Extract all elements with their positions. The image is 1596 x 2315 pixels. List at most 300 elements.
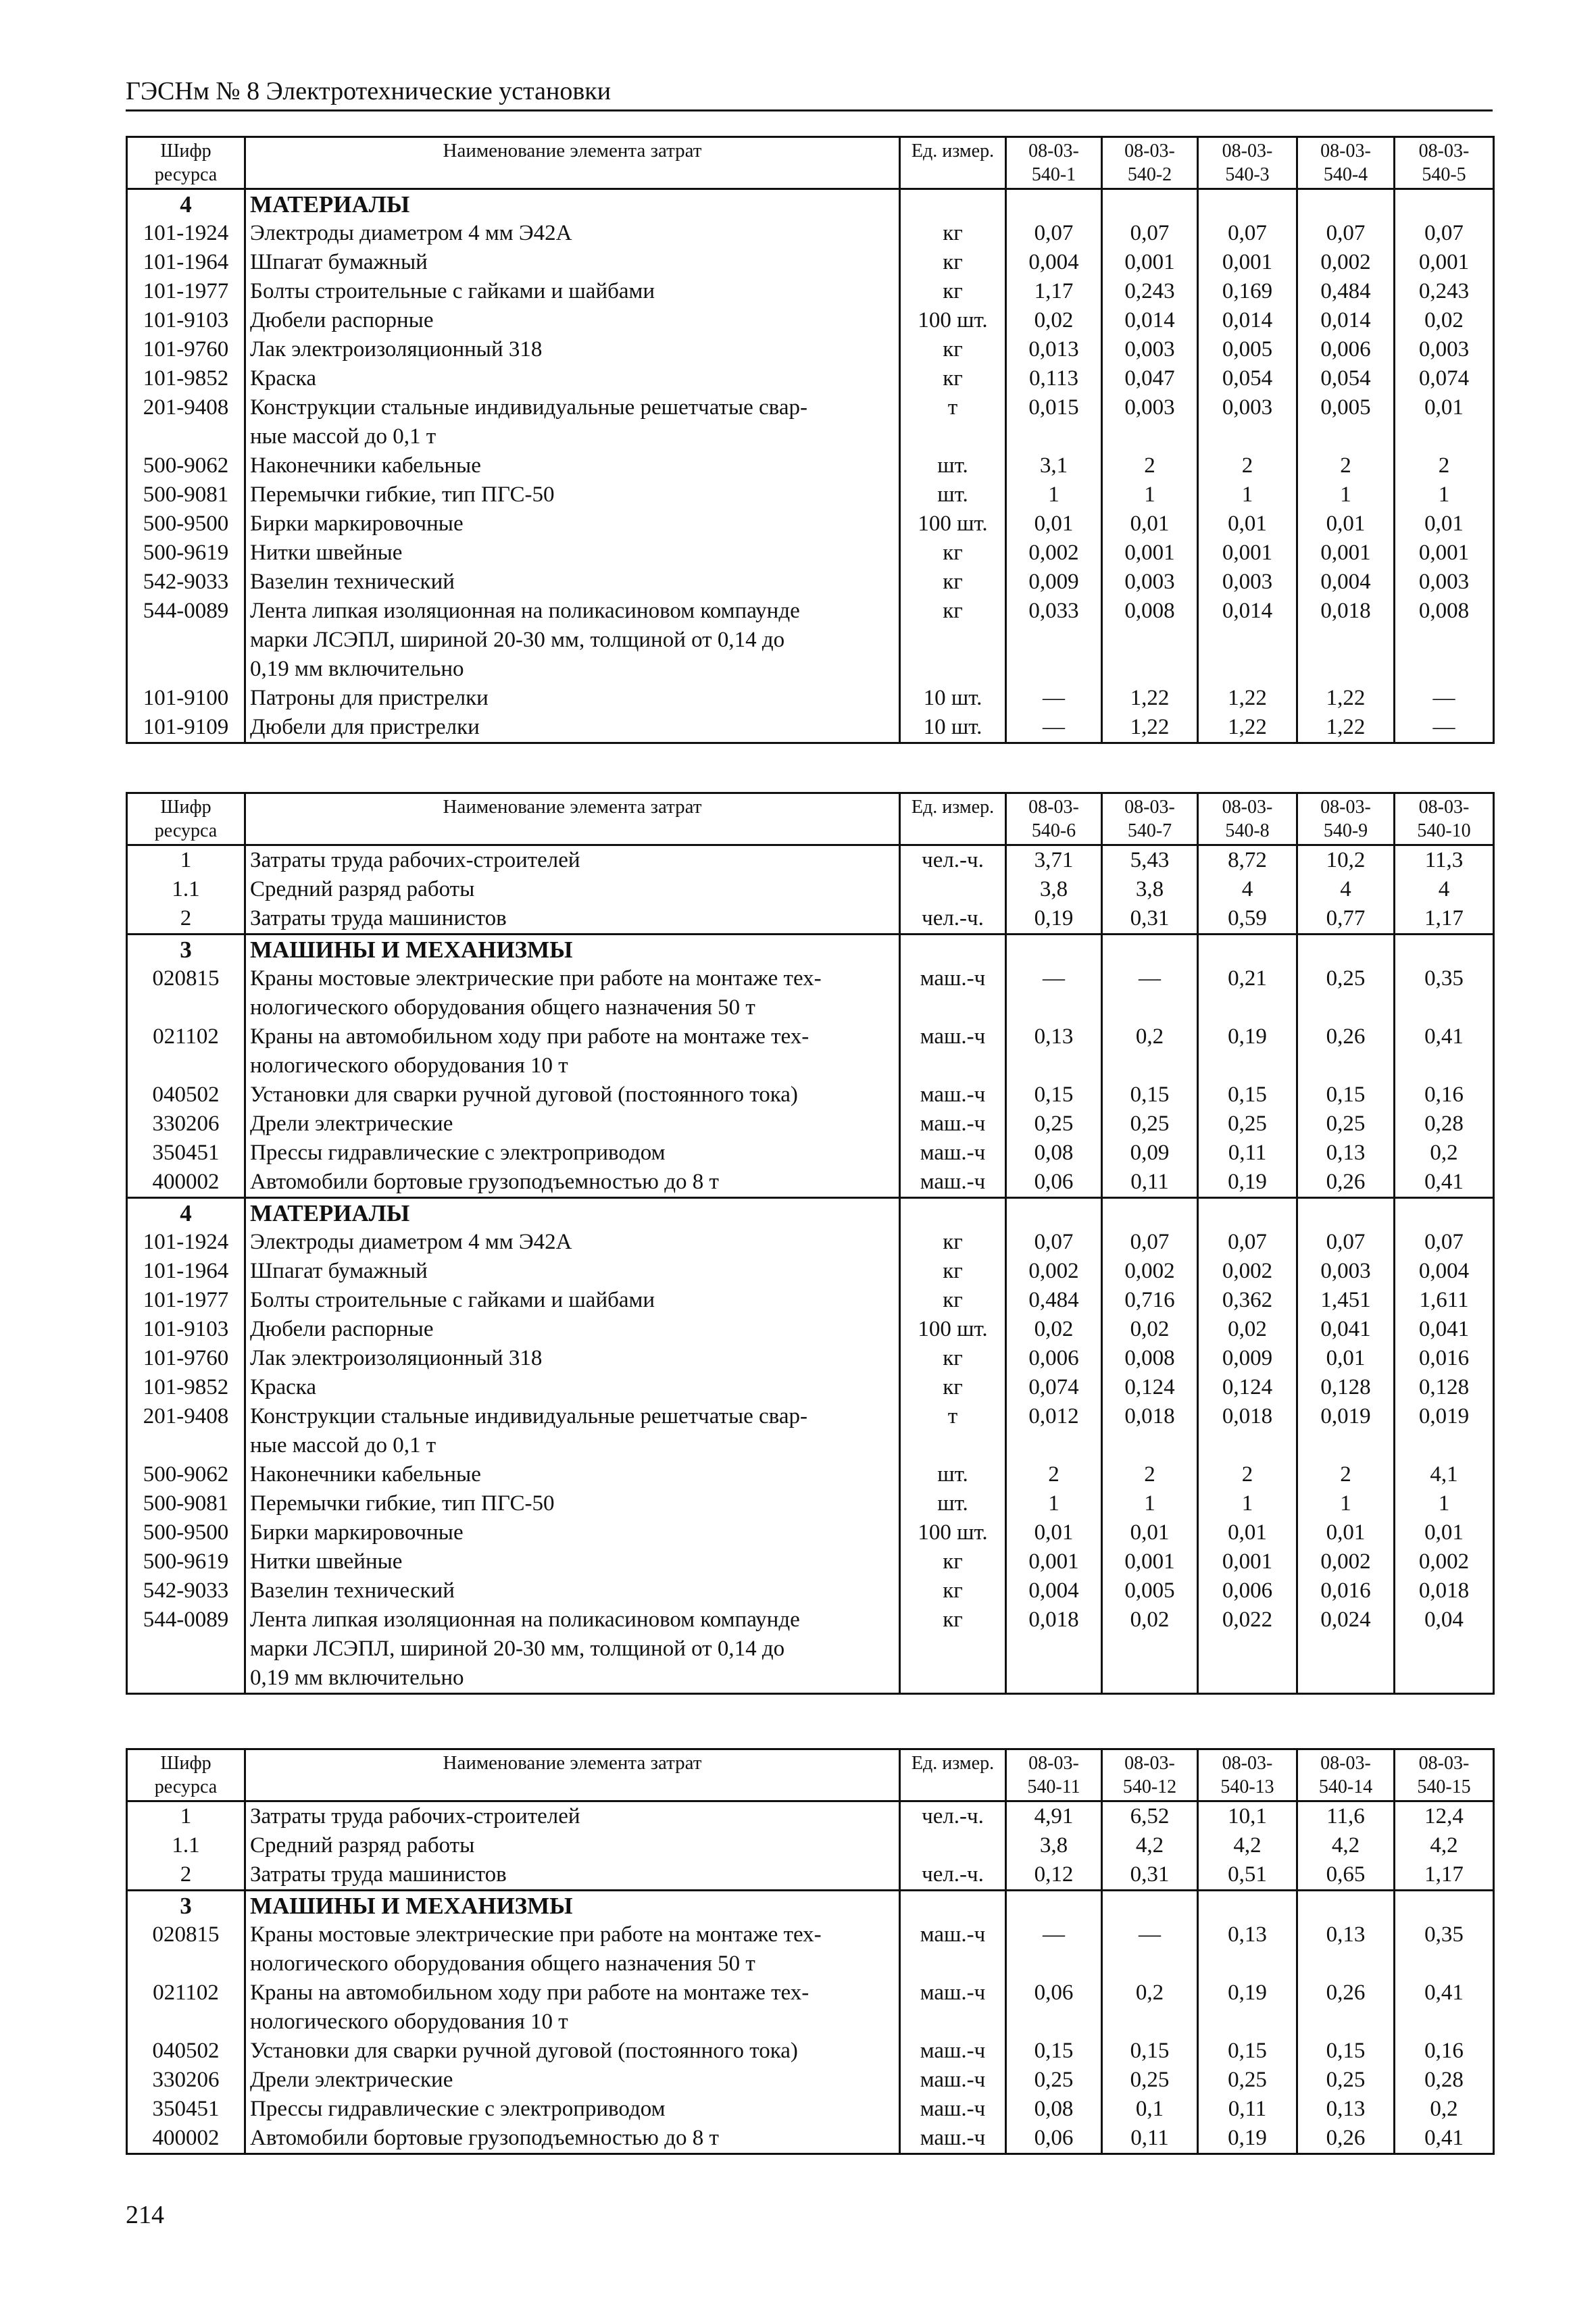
table-row (127, 1547, 1494, 1576)
norm-value: 4 (1395, 875, 1494, 904)
header-norm-code: 08-03- 540-10 (1395, 793, 1494, 845)
resource-code: 101-1964 (127, 248, 245, 277)
norm-value: 0,26 (1297, 1978, 1395, 2037)
resource-code: 101-9103 (127, 1315, 245, 1344)
norm-value: 0,128 (1297, 1373, 1395, 1402)
norm-value: 8,72 (1198, 845, 1297, 876)
norm-value: 0,15 (1102, 2037, 1198, 2066)
table-row (127, 1402, 1494, 1460)
cost-element-name: Лента липкая изоляционная на поликасиновом компаунде марки ЛСЭПЛ, шириной 20-30 мм, толщиной от 0,14 до 0,19 мм включительно (245, 597, 900, 684)
norm-value (1102, 189, 1198, 220)
norm-value: 0,018 (1102, 1402, 1198, 1460)
header-code: Шифр ресурса (127, 137, 245, 189)
cost-element-name: Краны на автомобильном ходу при работе на монтаже тех- нологического оборудования 10 т (245, 1022, 900, 1080)
norm-value: 0,19 (1198, 1168, 1297, 1198)
resource-code: 542-9033 (127, 1576, 245, 1605)
table-header-row (127, 137, 1494, 189)
resource-code: 544-0089 (127, 597, 245, 684)
table-row (127, 1228, 1494, 1257)
norm-value: 0,06 (1006, 1978, 1102, 2037)
norm-value: 0,003 (1102, 568, 1198, 597)
norm-value: 0,04 (1395, 1605, 1494, 1694)
norm-value: 0,013 (1006, 335, 1102, 364)
unit-of-measure: кг (900, 568, 1006, 597)
table-row (127, 2124, 1494, 2154)
norm-value: 0,19 (1198, 1978, 1297, 2037)
norm-value: 2 (1297, 451, 1395, 480)
unit-of-measure: т (900, 393, 1006, 451)
cost-element-name: Дюбели распорные (245, 1315, 900, 1344)
norm-value: 0,716 (1102, 1286, 1198, 1315)
resource-code: 500-9081 (127, 1489, 245, 1518)
unit-of-measure: 100 шт. (900, 1315, 1006, 1344)
norm-value: 0,014 (1102, 306, 1198, 335)
norm-value: 1 (1006, 1489, 1102, 1518)
table-row (127, 480, 1494, 509)
unit-of-measure: маш.-ч (900, 1139, 1006, 1168)
unit-of-measure: 10 шт. (900, 684, 1006, 713)
resource-code: 201-9408 (127, 1402, 245, 1460)
norm-value: 0,002 (1198, 1257, 1297, 1286)
cost-element-name: Автомобили бортовые грузоподъемностью до 8 т (245, 1168, 900, 1198)
norm-value (1102, 935, 1198, 965)
norm-value: 0,019 (1297, 1402, 1395, 1460)
resource-code: 101-1924 (127, 219, 245, 248)
norm-value: 0,362 (1198, 1286, 1297, 1315)
resource-code: 040502 (127, 1080, 245, 1110)
norm-value: 3,8 (1102, 875, 1198, 904)
norm-value: 0,25 (1297, 2066, 1395, 2095)
norm-value: 6,52 (1102, 1801, 1198, 1832)
unit-of-measure: чел.-ч. (900, 1860, 1006, 1891)
resource-code: 101-9760 (127, 1344, 245, 1373)
norm-value: 0,08 (1006, 1139, 1102, 1168)
norm-value: 0,484 (1297, 277, 1395, 306)
cost-element-name: Установки для сварки ручной дуговой (постоянного тока) (245, 1080, 900, 1110)
norm-value: 11,6 (1297, 1801, 1395, 1832)
resource-code: 330206 (127, 2066, 245, 2095)
page-number: 214 (126, 2201, 164, 2229)
resource-code: 2 (127, 904, 245, 935)
norm-value: 0,41 (1395, 1022, 1494, 1080)
table-row (127, 1605, 1494, 1694)
norm-value: 0,01 (1198, 509, 1297, 539)
norm-value: 0,002 (1006, 1257, 1102, 1286)
table-row (127, 451, 1494, 480)
norm-value: 0,02 (1102, 1605, 1198, 1694)
norm-value: 0,015 (1006, 393, 1102, 451)
norm-value: 0,001 (1006, 1547, 1102, 1576)
table-row (127, 1831, 1494, 1860)
unit-of-measure: маш.-ч (900, 1978, 1006, 2037)
norm-value: 0,016 (1297, 1576, 1395, 1605)
table-row (127, 2037, 1494, 2066)
cost-element-name: Лак электроизоляционный 318 (245, 1344, 900, 1373)
norm-value: 0,024 (1297, 1605, 1395, 1694)
table-row (127, 1978, 1494, 2037)
cost-element-name: Дюбели распорные (245, 306, 900, 335)
norm-value (1006, 1198, 1102, 1228)
table-row (127, 2095, 1494, 2124)
table-row (127, 1022, 1494, 1080)
header-norm-code: 08-03- 540-14 (1297, 1749, 1395, 1801)
norm-value: 0,41 (1395, 1168, 1494, 1198)
norm-value: 0,124 (1198, 1373, 1297, 1402)
norm-value (1006, 189, 1102, 220)
cost-element-name: Краны мостовые электрические при работе на монтаже тех- нологического оборудования общего назначения 50 т (245, 964, 900, 1022)
unit-of-measure: кг (900, 1373, 1006, 1402)
norm-value: 0,13 (1297, 1920, 1395, 1978)
norm-value: 1 (1395, 1489, 1494, 1518)
resource-code: 021102 (127, 1978, 245, 2037)
norm-value: — (1102, 1920, 1198, 1978)
norm-value: 0,15 (1006, 1080, 1102, 1110)
norm-value: 0,28 (1395, 2066, 1494, 2095)
norm-value: 0,002 (1297, 1547, 1395, 1576)
norm-value: — (1006, 964, 1102, 1022)
norm-value: 0,002 (1006, 539, 1102, 568)
norm-value: 0,26 (1297, 2124, 1395, 2154)
norm-value: 0,19 (1198, 2124, 1297, 2154)
norm-value: 0,014 (1198, 597, 1297, 684)
resource-code: 2 (127, 1860, 245, 1891)
unit-of-measure (900, 875, 1006, 904)
norm-value: 0,01 (1102, 1518, 1198, 1547)
norm-value (1198, 189, 1297, 220)
norm-value: — (1006, 1920, 1102, 1978)
norm-value: 0,074 (1006, 1373, 1102, 1402)
norm-value: 0,65 (1297, 1860, 1395, 1891)
header-norm-code: 08-03- 540-6 (1006, 793, 1102, 845)
norm-value: 0,16 (1395, 1080, 1494, 1110)
norm-value: 4,2 (1395, 1831, 1494, 1860)
header-code: Шифр ресурса (127, 1749, 245, 1801)
norm-value: 0,005 (1198, 335, 1297, 364)
header-norm-code: 08-03- 540-9 (1297, 793, 1395, 845)
norm-value: 4 (1198, 875, 1297, 904)
norm-value: 1,451 (1297, 1286, 1395, 1315)
header-norm-code: 08-03- 540-11 (1006, 1749, 1102, 1801)
norm-value: 0,13 (1297, 1139, 1395, 1168)
cost-element-name: Лента липкая изоляционная на поликасиновом компаунде марки ЛСЭПЛ, шириной 20-30 мм, толщиной от 0,14 до 0,19 мм включительно (245, 1605, 900, 1694)
resource-code: 500-9619 (127, 539, 245, 568)
norm-value: 0,15 (1198, 2037, 1297, 2066)
norm-value: 0,004 (1006, 1576, 1102, 1605)
table-row (127, 248, 1494, 277)
norm-value: 10,1 (1198, 1801, 1297, 1832)
norm-value: 0,002 (1102, 1257, 1198, 1286)
header-norm-code: 08-03- 540-13 (1198, 1749, 1297, 1801)
table-row (127, 2066, 1494, 2095)
cost-element-name: Вазелин технический (245, 1576, 900, 1605)
norm-value: 2 (1006, 1460, 1102, 1489)
norm-value: 0,01 (1395, 509, 1494, 539)
norm-value: 0,001 (1198, 539, 1297, 568)
norm-value: 1 (1395, 480, 1494, 509)
table-row (127, 568, 1494, 597)
norm-value: 0,008 (1102, 597, 1198, 684)
norm-value: 0,169 (1198, 277, 1297, 306)
norm-value (1102, 1198, 1198, 1228)
norm-value: 0,06 (1006, 1168, 1102, 1198)
table-row (127, 845, 1494, 876)
norm-value (1395, 1198, 1494, 1228)
norm-value: 1,22 (1198, 713, 1297, 743)
norm-value: 1,17 (1395, 1860, 1494, 1891)
cost-element-name: Краны на автомобильном ходу при работе на монтаже тех- нологического оборудования 10 т (245, 1978, 900, 2037)
norm-value: 4,2 (1102, 1831, 1198, 1860)
norm-value: — (1395, 713, 1494, 743)
header-norm-code: 08-03- 540-15 (1395, 1749, 1494, 1801)
norm-value: 0,003 (1102, 393, 1198, 451)
norm-value: 0,02 (1395, 306, 1494, 335)
norm-value: 0,033 (1006, 597, 1102, 684)
unit-of-measure: кг (900, 597, 1006, 684)
norm-value: 0,07 (1198, 219, 1297, 248)
resource-code: 1.1 (127, 1831, 245, 1860)
unit-of-measure: кг (900, 1344, 1006, 1373)
norm-value (1198, 1198, 1297, 1228)
norm-value: 0,31 (1102, 904, 1198, 935)
table-header-row (127, 1749, 1494, 1801)
resource-code: 101-9852 (127, 364, 245, 393)
cost-element-name: Лак электроизоляционный 318 (245, 335, 900, 364)
norm-value: 1,22 (1102, 684, 1198, 713)
table-row (127, 219, 1494, 248)
norm-value: 4,2 (1198, 1831, 1297, 1860)
cost-element-name: Затраты труда рабочих-строителей (245, 845, 900, 876)
unit-of-measure: маш.-ч (900, 1080, 1006, 1110)
resource-table-3 (126, 1748, 1495, 2155)
table-row (127, 1315, 1494, 1344)
norm-value: 0,006 (1198, 1576, 1297, 1605)
norm-value (1297, 935, 1395, 965)
resource-code: 3 (127, 1891, 245, 1921)
norm-value: 0,07 (1102, 1228, 1198, 1257)
norm-value: 0,28 (1395, 1110, 1494, 1139)
table-row (127, 1518, 1494, 1547)
cost-element-name: Затраты труда рабочих-строителей (245, 1801, 900, 1832)
norm-value: 3,71 (1006, 845, 1102, 876)
norm-value: 1,22 (1102, 713, 1198, 743)
table-row (127, 1286, 1494, 1315)
unit-of-measure: кг (900, 364, 1006, 393)
norm-value: 0,001 (1198, 248, 1297, 277)
norm-value: 0,13 (1006, 1022, 1102, 1080)
table-row (127, 1460, 1494, 1489)
norm-value: 0,004 (1297, 568, 1395, 597)
table-row (127, 1168, 1494, 1198)
resource-code: 1 (127, 1801, 245, 1832)
resource-code: 3 (127, 935, 245, 965)
section-row (127, 1198, 1494, 1228)
norm-value: 0,15 (1006, 2037, 1102, 2066)
norm-value: 0,15 (1102, 1080, 1198, 1110)
norm-value: 3,8 (1006, 875, 1102, 904)
unit-of-measure (900, 1831, 1006, 1860)
norm-value: 0,008 (1102, 1344, 1198, 1373)
resource-code: 330206 (127, 1110, 245, 1139)
resource-table-1 (126, 136, 1495, 744)
unit-of-measure: маш.-ч (900, 964, 1006, 1022)
header-name: Наименование элемента затрат (245, 793, 900, 845)
norm-value: 0,001 (1102, 539, 1198, 568)
norm-value: 0,13 (1297, 2095, 1395, 2124)
norm-value: 0,01 (1297, 509, 1395, 539)
cost-element-name: Дрели электрические (245, 2066, 900, 2095)
norm-value: 0,012 (1006, 1402, 1102, 1460)
header-norm-code: 08-03- 540-5 (1395, 137, 1494, 189)
unit-of-measure (900, 935, 1006, 965)
norm-value: 0,041 (1297, 1315, 1395, 1344)
unit-of-measure: маш.-ч (900, 2124, 1006, 2154)
norm-value: 0,41 (1395, 1978, 1494, 2037)
resource-code: 350451 (127, 2095, 245, 2124)
header-norm-code: 08-03- 540-8 (1198, 793, 1297, 845)
resource-code: 542-9033 (127, 568, 245, 597)
resource-code: 020815 (127, 964, 245, 1022)
norm-value: 5,43 (1102, 845, 1198, 876)
unit-of-measure: шт. (900, 1460, 1006, 1489)
norm-value: 0,054 (1198, 364, 1297, 393)
unit-of-measure: маш.-ч (900, 1920, 1006, 1978)
norm-value: 0,484 (1006, 1286, 1102, 1315)
table-row (127, 1489, 1494, 1518)
norm-value: 0,006 (1006, 1344, 1102, 1373)
header-norm-code: 08-03- 540-1 (1006, 137, 1102, 189)
norm-value: 0,07 (1006, 1228, 1102, 1257)
norm-value: 0,074 (1395, 364, 1494, 393)
resource-code: 021102 (127, 1022, 245, 1080)
norm-value: 0,02 (1102, 1315, 1198, 1344)
unit-of-measure (900, 1891, 1006, 1921)
norm-value: 4,1 (1395, 1460, 1494, 1489)
table-row (127, 509, 1494, 539)
unit-of-measure: шт. (900, 480, 1006, 509)
cost-element-name: Болты строительные с гайками и шайбами (245, 1286, 900, 1315)
norm-value: 0,11 (1198, 2095, 1297, 2124)
resource-code: 040502 (127, 2037, 245, 2066)
table-row (127, 597, 1494, 684)
norm-value: 2 (1198, 451, 1297, 480)
resource-code: 101-1977 (127, 277, 245, 306)
norm-value: 0,128 (1395, 1373, 1494, 1402)
unit-of-measure: кг (900, 1576, 1006, 1605)
table-row (127, 964, 1494, 1022)
norm-value: 0,08 (1006, 2095, 1102, 2124)
norm-value: 0,1 (1102, 2095, 1198, 2124)
norm-value: 1,22 (1297, 684, 1395, 713)
header-unit: Ед. измер. (900, 137, 1006, 189)
table-row (127, 1344, 1494, 1373)
header-norm-code: 08-03- 540-4 (1297, 137, 1395, 189)
cost-element-name: Электроды диаметром 4 мм Э42А (245, 1228, 900, 1257)
norm-value: 2 (1297, 1460, 1395, 1489)
norm-value: 1 (1006, 480, 1102, 509)
norm-value (1297, 1198, 1395, 1228)
norm-value: 0,113 (1006, 364, 1102, 393)
resource-code: 500-9062 (127, 451, 245, 480)
cost-element-name: МАШИНЫ И МЕХАНИЗМЫ (245, 935, 900, 965)
header-norm-code: 08-03- 540-2 (1102, 137, 1198, 189)
norm-value: 0,09 (1102, 1139, 1198, 1168)
norm-value: — (1395, 684, 1494, 713)
unit-of-measure: кг (900, 219, 1006, 248)
cost-element-name: Дюбели для пристрелки (245, 713, 900, 743)
norm-value: 11,3 (1395, 845, 1494, 876)
cost-element-name: Нитки швейные (245, 1547, 900, 1576)
table-row (127, 1110, 1494, 1139)
norm-value: 0,01 (1297, 1344, 1395, 1373)
unit-of-measure (900, 189, 1006, 220)
norm-value: 0,054 (1297, 364, 1395, 393)
norm-value: 0,2 (1102, 1978, 1198, 2037)
unit-of-measure: 10 шт. (900, 713, 1006, 743)
cost-element-name: Автомобили бортовые грузоподъемностью до 8 т (245, 2124, 900, 2154)
norm-value: 0,35 (1395, 964, 1494, 1022)
norm-value: 0,07 (1395, 219, 1494, 248)
norm-value: 1,22 (1297, 713, 1395, 743)
table-row (127, 713, 1494, 743)
table-row (127, 1080, 1494, 1110)
norm-value: 0,001 (1297, 539, 1395, 568)
resource-code: 1.1 (127, 875, 245, 904)
page-header: ГЭСНм № 8 Электротехнические установки (126, 76, 1493, 111)
norm-value: 0,009 (1006, 568, 1102, 597)
norm-value: 0,41 (1395, 2124, 1494, 2154)
norm-value: 0,01 (1006, 1518, 1102, 1547)
unit-of-measure: кг (900, 335, 1006, 364)
norm-value (1395, 189, 1494, 220)
cost-element-name: Наконечники кабельные (245, 451, 900, 480)
table-row (127, 684, 1494, 713)
norm-value: 0,009 (1198, 1344, 1297, 1373)
unit-of-measure: чел.-ч. (900, 904, 1006, 935)
norm-value: 0,018 (1198, 1402, 1297, 1460)
norm-value: 0,07 (1297, 219, 1395, 248)
table-row (127, 393, 1494, 451)
resource-code: 101-9103 (127, 306, 245, 335)
resource-code: 101-1924 (127, 1228, 245, 1257)
norm-value: 0,001 (1395, 539, 1494, 568)
section-row (127, 935, 1494, 965)
table-row (127, 335, 1494, 364)
cost-element-name: Средний разряд работы (245, 1831, 900, 1860)
norm-value: — (1006, 684, 1102, 713)
table-row (127, 539, 1494, 568)
norm-value: 0,022 (1198, 1605, 1297, 1694)
cost-element-name: Конструкции стальные индивидуальные решетчатые свар- ные массой до 0,1 т (245, 393, 900, 451)
norm-value: 0,016 (1395, 1344, 1494, 1373)
norm-value: 0,15 (1198, 1080, 1297, 1110)
resource-code: 400002 (127, 1168, 245, 1198)
header-norm-code: 08-03- 540-3 (1198, 137, 1297, 189)
resource-code: 544-0089 (127, 1605, 245, 1694)
norm-value: 2 (1102, 1460, 1198, 1489)
unit-of-measure: чел.-ч. (900, 845, 1006, 876)
cost-element-name: Перемычки гибкие, тип ПГС-50 (245, 480, 900, 509)
norm-value: 0,25 (1006, 1110, 1102, 1139)
resource-code: 101-9760 (127, 335, 245, 364)
norm-value (1006, 935, 1102, 965)
norm-value: 1,17 (1006, 277, 1102, 306)
resource-code: 500-9619 (127, 1547, 245, 1576)
unit-of-measure: маш.-ч (900, 1110, 1006, 1139)
norm-value: 0,16 (1395, 2037, 1494, 2066)
header-norm-code: 08-03- 540-12 (1102, 1749, 1198, 1801)
unit-of-measure: кг (900, 539, 1006, 568)
norm-value: 0,19 (1198, 1022, 1297, 1080)
